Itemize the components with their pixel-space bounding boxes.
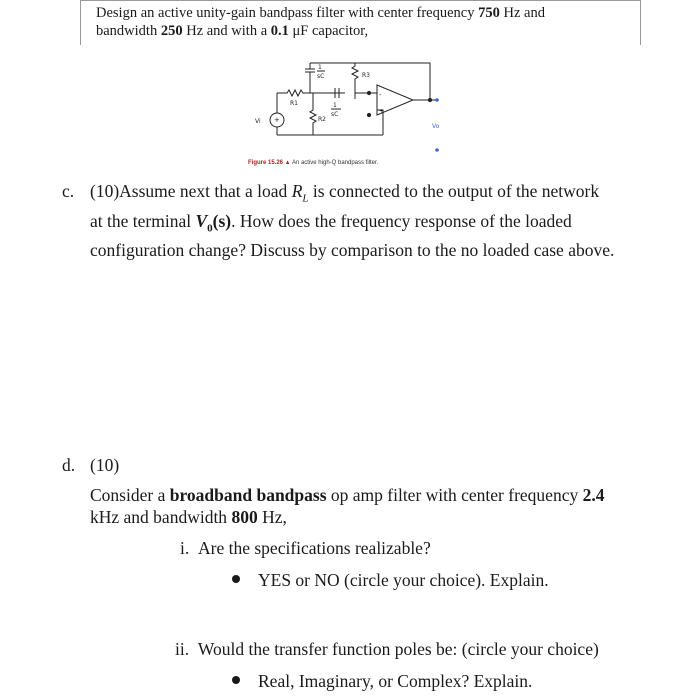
question-d-label: d.	[62, 455, 76, 475]
figure-caption: Figure 15.26 ▲ An active high-Q bandpass filter.	[248, 160, 379, 166]
svg-text:-: -	[379, 91, 382, 99]
svg-text:1: 1	[318, 64, 322, 71]
top-border	[80, 0, 640, 1]
svg-text:Vi: Vi	[255, 118, 261, 125]
output-terminal-top	[435, 98, 439, 102]
svg-text:R2: R2	[318, 116, 326, 123]
bullet-icon	[232, 676, 240, 684]
svg-text:sC: sC	[317, 73, 325, 80]
bandwidth-value: 250	[160, 23, 183, 39]
intro-line-2: bandwidth 250 Hz and with a 0.1 μF capacitor,	[96, 23, 369, 39]
svg-text:sC: sC	[331, 111, 339, 118]
right-border	[640, 0, 641, 45]
svg-text:Vo: Vo	[432, 123, 440, 130]
bandpass-filter-circuit	[215, 55, 455, 160]
bullet-icon	[232, 575, 240, 583]
subquestion-i: i. Are the specifications realizable?	[180, 538, 431, 558]
svg-text:R3: R3	[362, 72, 370, 79]
problem-intro	[96, 4, 616, 40]
svg-text:R1: R1	[290, 100, 298, 107]
capacitor-value: 0.1	[270, 23, 289, 39]
output-terminal-bottom	[435, 148, 439, 152]
resistor-r2	[310, 93, 316, 135]
question-c-label: c.	[62, 181, 75, 201]
question-d-points: (10)	[90, 455, 120, 475]
intro-line-1: Design an active unity-gain bandpass filter with center frequency 750 Hz and	[96, 5, 545, 21]
svg-text:1: 1	[333, 102, 337, 109]
question-c-text: (10)Assume next that a load $R_L$ is connected to the output of the network at the terminal $V_0(s)$. How does the frequency response of the loaded configuration change? Discuss by comparison to the no loaded case above.	[90, 181, 615, 260]
subquestion-ii-bullet: Real, Imaginary, or Complex? Explain.	[232, 670, 532, 692]
resistor-r3	[352, 63, 358, 99]
center-frequency-value: 750	[478, 5, 500, 21]
subquestion-ii: ii. Would the transfer function poles be: (circle your choice)	[175, 639, 599, 659]
broadband-bandpass-term: broadband bandpass	[169, 485, 327, 505]
svg-text:+: +	[274, 116, 280, 124]
left-border	[80, 0, 81, 45]
question-d-text: Consider a broadband bandpass op amp filter with center frequency 2.4 kHz and bandwidth 800 Hz,	[90, 485, 605, 527]
svg-text:+: +	[379, 108, 385, 115]
subquestion-i-bullet: YES or NO (circle your choice). Explain.	[232, 569, 549, 591]
